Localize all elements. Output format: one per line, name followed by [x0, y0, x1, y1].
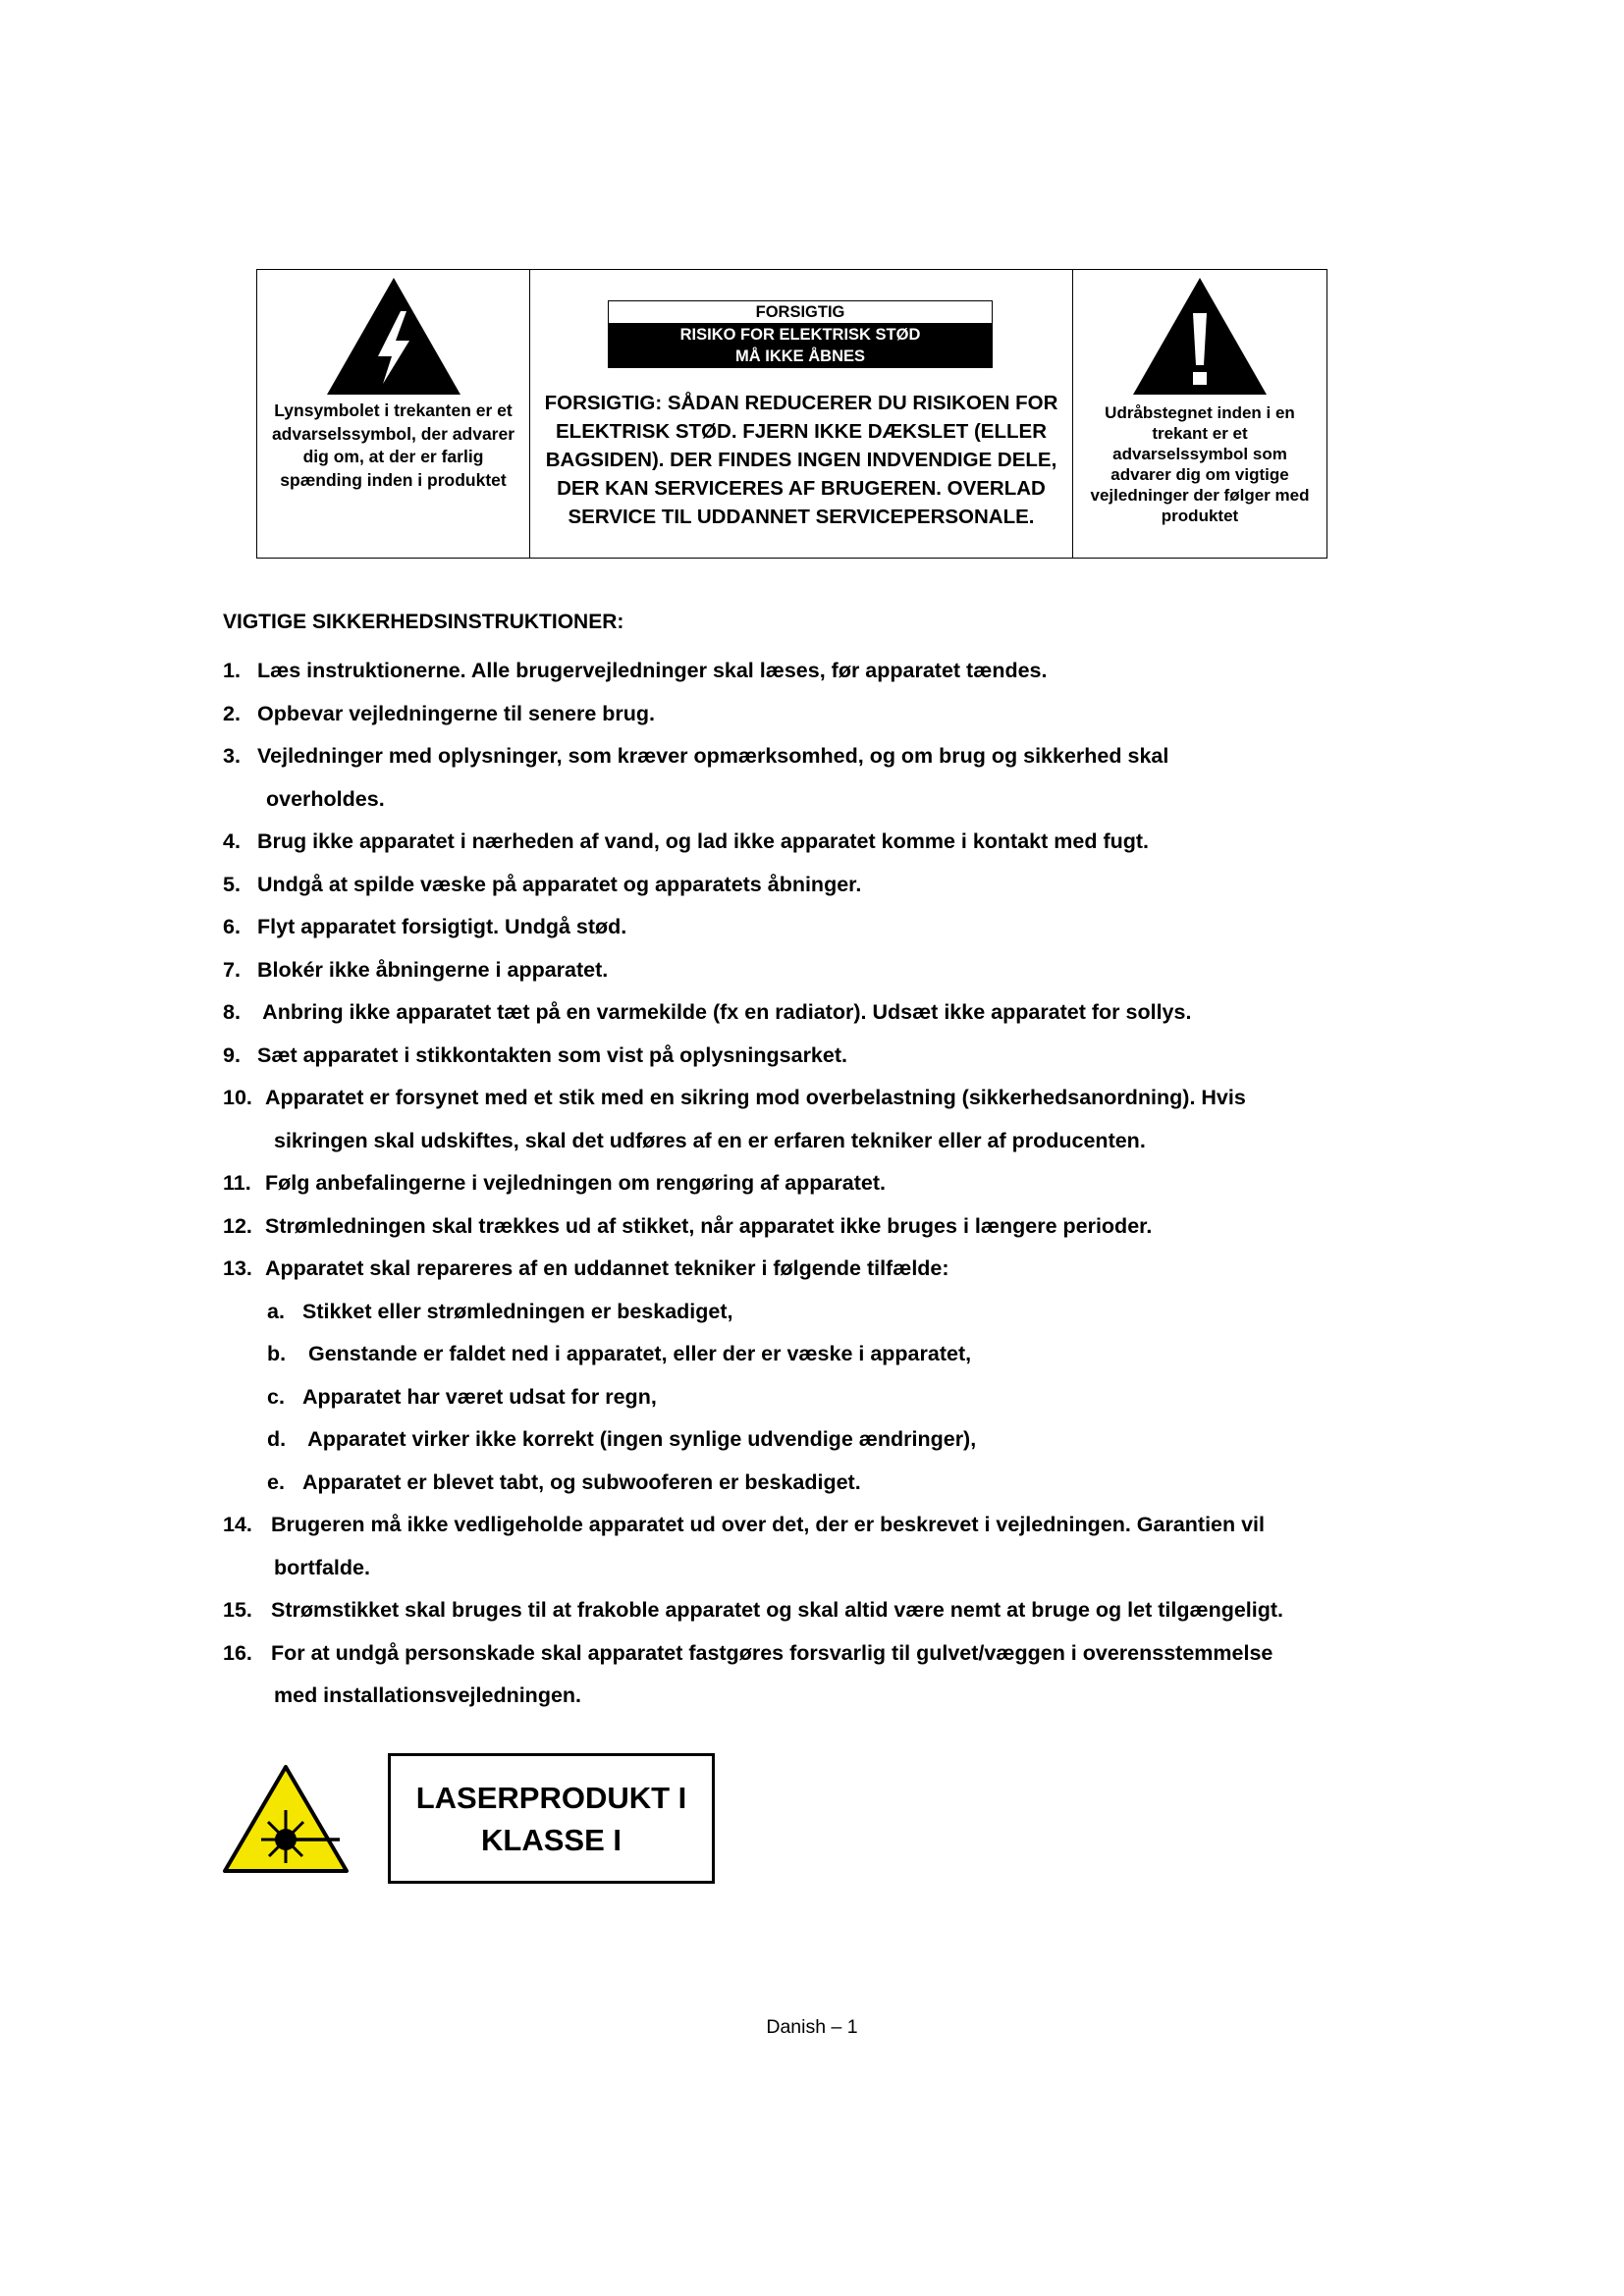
caution-label-title: FORSIGTIG: [609, 301, 992, 324]
laser-label-line2: KLASSE I: [481, 1822, 622, 1857]
list-item: [223, 906, 1440, 949]
list-item-number: 2.: [223, 701, 241, 725]
list-item-text: Anbring ikke apparatet tæt på en varmekilde (fx en radiator). Udsæt ikke apparatet for sollys.: [257, 1000, 1192, 1024]
list-item-number: b.: [267, 1342, 287, 1365]
warning-cell-lightning: [257, 270, 530, 558]
list-item-number: 5.: [223, 872, 241, 896]
list-item-number: 1.: [223, 659, 241, 682]
list-item-text: Følg anbefalingerne i vejledningen om rengøring af apparatet.: [265, 1171, 886, 1195]
list-item: [223, 650, 1440, 693]
list-item-text: Apparatet virker ikke korrekt (ingen synlige udvendige ændringer),: [302, 1427, 977, 1451]
sub-list-item: [223, 1291, 1440, 1334]
list-item: [223, 864, 1440, 907]
warning-cell-exclamation: [1073, 270, 1326, 558]
list-item-text: Blokér ikke åbningerne i apparatet.: [257, 957, 609, 982]
laser-warning-icon: [222, 1763, 350, 1875]
list-item-number: d.: [267, 1427, 287, 1451]
page-footer: Danish – 1: [766, 2016, 858, 2038]
list-item-text: Apparatet er blevet tabt, og subwooferen er beskadiget.: [302, 1469, 861, 1494]
list-item-number: 7.: [223, 957, 241, 982]
list-item-text: Sæt apparatet i stikkontakten som vist på oplysningsarket.: [257, 1042, 847, 1067]
list-item-number: 15.: [223, 1598, 252, 1622]
list-item: [223, 1205, 1440, 1249]
list-item: [223, 949, 1440, 992]
list-item-text: Apparatet skal repareres af en uddannet tekniker i følgende tilfælde:: [265, 1256, 949, 1280]
list-item-text: Strømledningen skal trækkes ud af stikket, når apparatet ikke bruges i længere perioder.: [265, 1213, 1153, 1238]
list-item-text: Opbevar vejledningerne til senere brug.: [257, 701, 656, 725]
list-item: [223, 735, 1440, 821]
list-item-text: Genstande er faldet ned i apparatet, eller der er væske i apparatet,: [302, 1342, 972, 1365]
caution-label-line1: RISIKO FOR ELEKTRISK STØD: [609, 324, 992, 346]
list-item-number: 6.: [223, 915, 241, 938]
list-item-text: Vejledninger med oplysninger, som kræver opmærksomhed, og om brug og sikkerhed skal: [257, 744, 1169, 768]
laser-label-line1: LASERPRODUKT I: [415, 1780, 687, 1815]
sub-list-item: [223, 1333, 1440, 1376]
list-item-continuation: overholdes.: [266, 786, 385, 811]
list-item-number: 10.: [223, 1086, 252, 1109]
list-item: [223, 1632, 1440, 1718]
list-item-number: 9.: [223, 1042, 241, 1067]
sub-list-item: [223, 1462, 1440, 1505]
list-item: [223, 1162, 1440, 1205]
laser-product-label: [388, 1753, 715, 1884]
list-item: [223, 1248, 1440, 1291]
list-item-number: a.: [267, 1299, 285, 1323]
list-item-text: Apparatet er forsynet med et stik med en sikring mod overbelastning (sikkerhedsanordning). Hvis: [265, 1086, 1246, 1109]
list-item-number: 11.: [223, 1171, 251, 1195]
list-item-text: Apparatet har været udsat for regn,: [302, 1384, 657, 1409]
list-item-continuation: sikringen skal udskiftes, skal det udføres af en er erfaren tekniker eller af producenten.: [274, 1128, 1146, 1152]
caution-label-line2: MÅ IKKE ÅBNES: [609, 346, 992, 367]
exclamation-description: Udråbstegnet inden i en trekant er et advarselssymbol som advarer dig om vigtige vejledninger der følger med produktet: [1090, 403, 1310, 525]
list-item-text: Undgå at spilde væske på apparatet og apparatets åbninger.: [257, 872, 862, 896]
list-item: [223, 821, 1440, 864]
list-item-number: e.: [267, 1469, 285, 1494]
list-item: [223, 1035, 1440, 1078]
list-item: [223, 1589, 1440, 1632]
list-item: [223, 1504, 1440, 1589]
list-item-text: Brugeren må ikke vedligeholde apparatet ud over det, der er beskrevet i vejledningen. Garantien vil: [265, 1513, 1266, 1536]
list-item: [223, 1077, 1440, 1162]
warning-table: [256, 269, 1327, 559]
safety-instructions-title: VIGTIGE SIKKERHEDSINSTRUKTIONER:: [223, 611, 624, 633]
list-item-number: 16.: [223, 1640, 252, 1665]
list-item-number: 8.: [223, 1000, 241, 1024]
caution-description: FORSIGTIG: SÅDAN REDUCERER DU RISIKOEN FOR ELEKTRISK STØD. FJERN IKKE DÆKSLET (ELLER BAGSIDEN). DER FINDES INGEN INDVENDIGE DELE, DER KAN SERVICERES AF BRUGEREN. OVERLAD SERVICE TIL UDDANNET SERVICEPERSONALE.: [544, 392, 1058, 528]
list-item-text: Strømstikket skal bruges til at frakoble apparatet og skal altid være nemt at bruge og let tilgængeligt.: [265, 1598, 1284, 1622]
safety-instructions-list: [223, 650, 1440, 1718]
list-item-number: 4.: [223, 829, 241, 853]
list-item-number: c.: [267, 1384, 285, 1409]
list-item-text: For at undgå personskade skal apparatet fastgøres forsvarlig til gulvet/væggen i overensstemmelse: [265, 1640, 1273, 1665]
list-item-text: Flyt apparatet forsigtigt. Undgå stød.: [257, 915, 627, 938]
sub-list-item: [223, 1418, 1440, 1462]
list-item-continuation: bortfalde.: [274, 1555, 370, 1579]
list-item-number: 3.: [223, 744, 241, 768]
exclamation-triangle-icon: [1130, 274, 1270, 398]
list-item-number: 12.: [223, 1213, 252, 1238]
lightning-description: Lynsymbolet i trekanten er et advarselssymbol, der advarer dig om, at der er farlig spænding inden i produktet: [271, 400, 515, 490]
list-item: [223, 991, 1440, 1035]
caution-label: [608, 300, 993, 368]
list-item-text: Stikket eller strømledningen er beskadiget,: [302, 1299, 733, 1323]
list-item: [223, 693, 1440, 736]
list-item-text: Brug ikke apparatet i nærheden af vand, og lad ikke apparatet komme i kontakt med fugt.: [257, 829, 1149, 853]
list-item-number: 14.: [223, 1513, 252, 1536]
warning-cell-caution: [530, 270, 1073, 558]
lightning-triangle-icon: [324, 274, 463, 398]
list-item-continuation: med installationsvejledningen.: [274, 1683, 582, 1707]
list-item-number: 13.: [223, 1256, 252, 1280]
sub-list-item: [223, 1376, 1440, 1419]
list-item-text: Læs instruktionerne. Alle brugervejledninger skal læses, før apparatet tændes.: [257, 659, 1048, 682]
